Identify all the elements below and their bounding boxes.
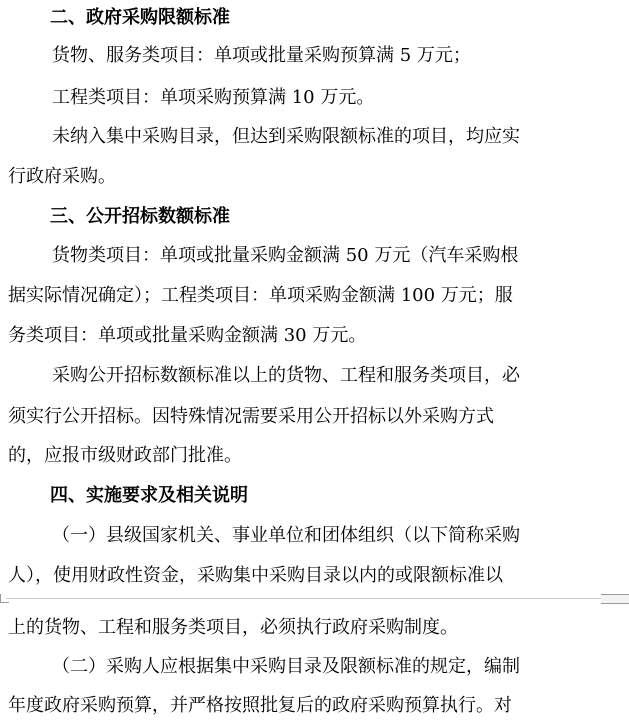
paragraph-line: 年度政府采购预算，并严格按照批复后的政府采购预算执行。对 [8, 695, 512, 716]
paragraph-line: （一）县级国家机关、事业单位和团体组织（以下简称采购 [52, 525, 520, 546]
paragraph-line: 货物、服务类项目：单项或批量采购预算满 5 万元； [52, 45, 471, 66]
page-break-separator [0, 593, 629, 605]
page-corner-mark [601, 594, 629, 604]
section-heading-3: 三、公开招标数额标准 [50, 206, 230, 227]
paragraph-line: 采购公开招标数额标准以上的货物、工程和服务类项目，必 [52, 365, 520, 386]
paragraph-line: 货物类项目：单项或批量采购金额满 50 万元（汽车采购根 [52, 245, 519, 266]
paragraph-line: 须实行公开招标。因特殊情况需要采用公开招标以外采购方式 [8, 406, 494, 427]
paragraph-line: 未纳入集中采购目录，但达到采购限额标准的项目，均应实 [52, 126, 520, 147]
paragraph-line: 上的货物、工程和服务类项目，必须执行政府采购制度。 [8, 617, 458, 638]
paragraph-line: 行政府采购。 [8, 166, 116, 187]
page-break-rule [6, 598, 623, 599]
paragraph-line: 的，应报市级财政部门批准。 [8, 445, 242, 466]
paragraph-line: 据实际情况确定）；工程类项目：单项采购金额满 100 万元；服 [8, 285, 513, 306]
paragraph-line: （二）采购人应根据集中采购目录及限额标准的规定，编制 [52, 656, 520, 677]
section-heading-4: 四、实施要求及相关说明 [50, 485, 248, 506]
paragraph-line: 务类项目：单项或批量采购金额满 30 万元。 [8, 325, 367, 346]
paragraph-line: 工程类项目：单项采购预算满 10 万元。 [52, 87, 375, 108]
section-heading-2: 二、政府采购限额标准 [50, 7, 230, 28]
paragraph-line: 人），使用财政性资金，采购集中采购目录以内的或限额标准以 [8, 565, 503, 586]
